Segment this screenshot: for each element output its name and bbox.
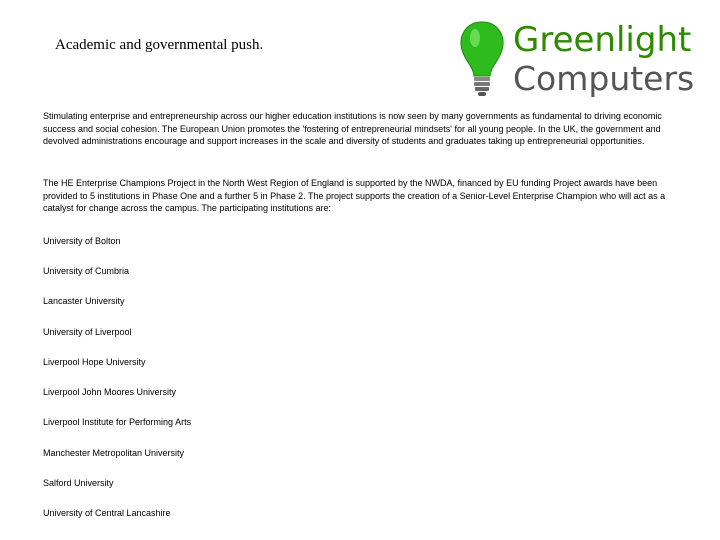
- list-item: Manchester Metropolitan University: [43, 448, 185, 458]
- body-paragraph-1: [43, 110, 688, 148]
- light-bulb-icon: [461, 22, 503, 96]
- greenlight-logo: [456, 16, 706, 106]
- logo-text-computers: Computers: [513, 59, 695, 98]
- list-item: Liverpool Institute for Performing Arts: [43, 417, 192, 427]
- body-paragraph-2: [43, 177, 688, 215]
- paragraph-text: Stimulating enterprise and entrepreneurship across our higher education institutions is now seen by many governments as fundamental to driving economic success and social cohesion. The European Union promotes the 'fostering of entrepreneurial mindsets' for all young people. In the UK, the government and devolved administrations encourage and support increases in the scale and diversity of students and graduates taking up entrepreneurial opportunities.: [43, 111, 662, 146]
- list-item: University of Liverpool: [43, 327, 132, 337]
- logo-text-greenlight: Greenlight: [513, 20, 692, 60]
- list-item: Salford University: [43, 478, 114, 488]
- list-item: Lancaster University: [43, 296, 125, 306]
- list-item: University of Bolton: [43, 236, 121, 246]
- list-item: University of Central Lancashire: [43, 508, 171, 518]
- paragraph-text: The HE Enterprise Champions Project in the North West Region of England is supported by the NWDA, financed by EU funding Project awards have been provided to 5 institutions in Phase One and a further 5 in Phase 2. The project supports the creation of a Senior-Level Enterprise Champion who will act as a catalyst for change across the campus. The participating institutions are:: [43, 178, 666, 213]
- list-item: Liverpool Hope University: [43, 357, 146, 367]
- list-item: Liverpool John Moores University: [43, 387, 177, 397]
- slide-title: Academic and governmental push.: [55, 37, 264, 53]
- list-item: University of Cumbria: [43, 266, 130, 276]
